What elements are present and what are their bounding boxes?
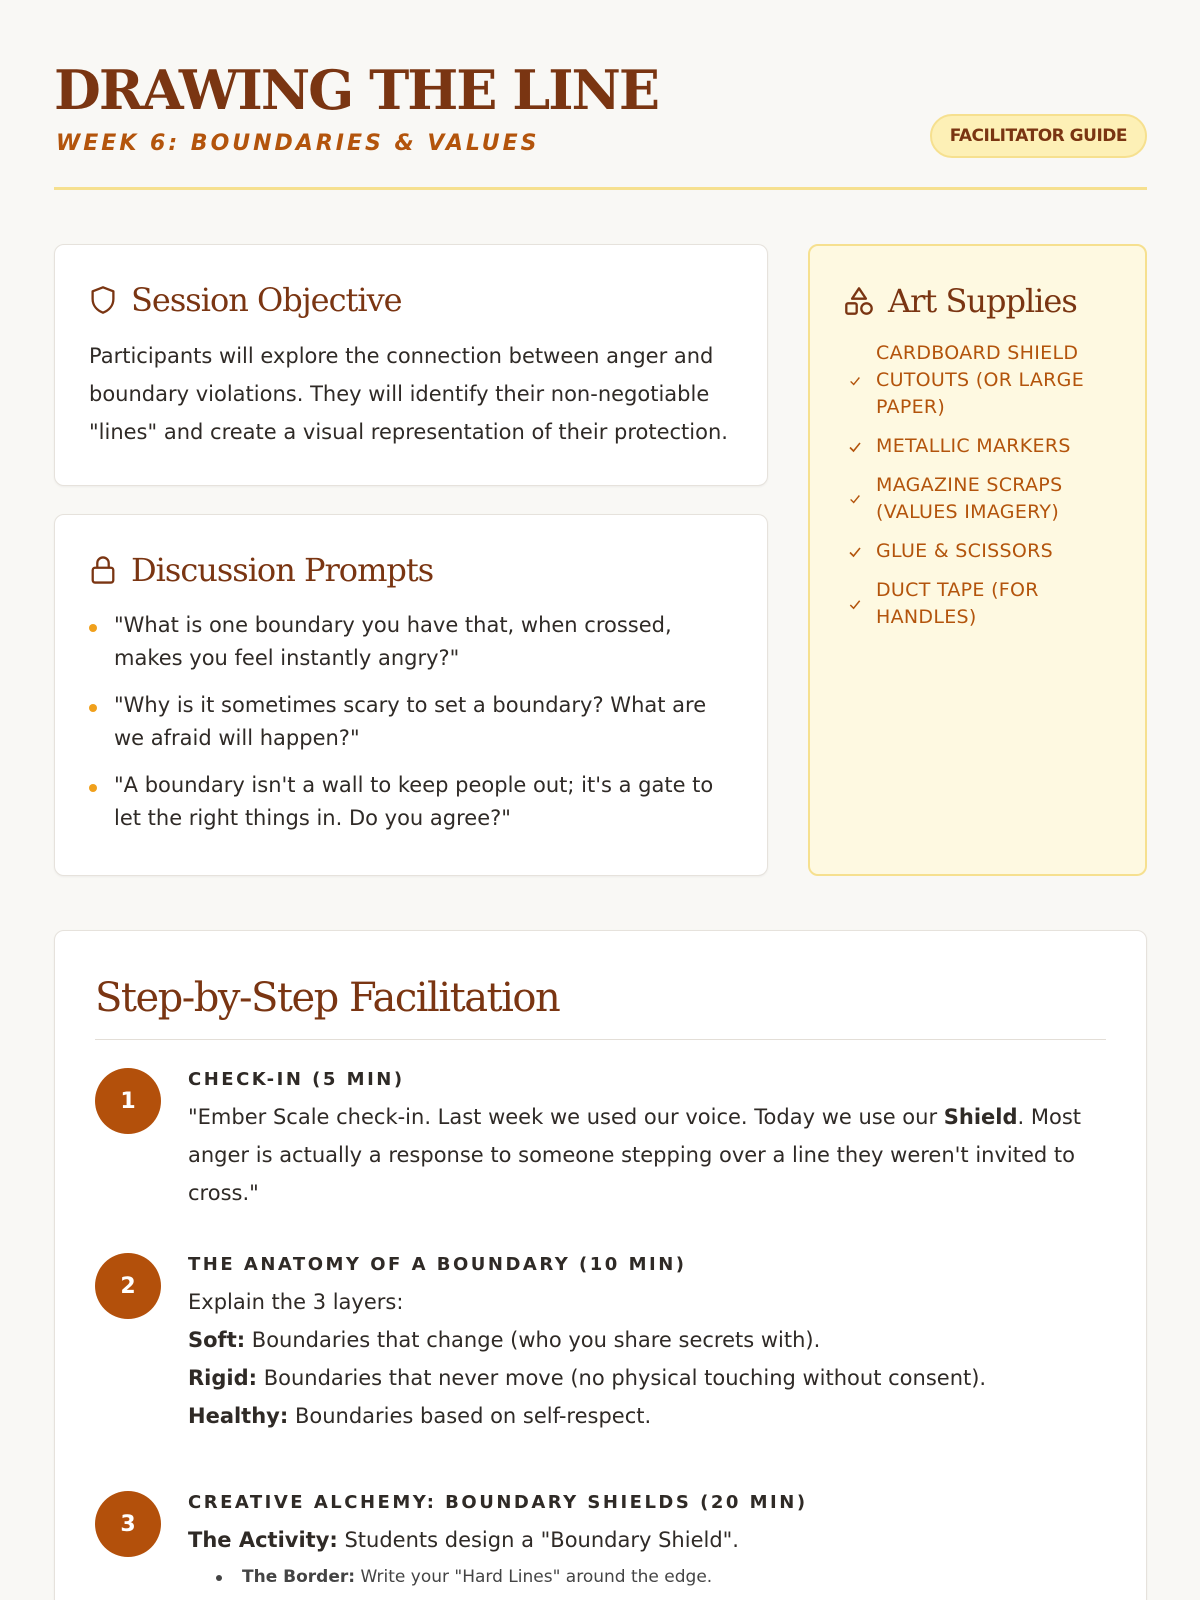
supply-label: MAGAZINE SCRAPS (VALUES IMAGERY) bbox=[876, 474, 1063, 523]
step-text: . Most anger is actually a response to someone stepping over a line they weren't invited to cross." bbox=[188, 1105, 1082, 1205]
session-objective-text: Participants will explore the connection between anger and boundary violations. They will identify their non-negotiable "lines" and create a visual representation of their protection. bbox=[89, 344, 728, 444]
facilitation-steps-card bbox=[54, 930, 1147, 1600]
step-intro: Explain the 3 layers: bbox=[188, 1290, 404, 1314]
activity-sub-list bbox=[188, 1567, 1106, 1587]
discussion-prompts-heading bbox=[89, 551, 733, 589]
page-title: DRAWING THE LINE bbox=[54, 58, 659, 122]
step-emphasis: The Activity: bbox=[188, 1528, 338, 1552]
list-item bbox=[844, 340, 1111, 421]
session-objective-heading bbox=[89, 281, 733, 319]
step-3 bbox=[95, 1491, 1106, 1587]
art-supplies-card bbox=[808, 244, 1147, 876]
list-item: "What is one boundary you have that, when crossed, makes you feel instantly angry?" bbox=[89, 609, 733, 675]
discussion-prompts-card bbox=[54, 514, 768, 876]
shapes-icon bbox=[844, 286, 874, 316]
step-text: Students design a "Boundary Shield". bbox=[337, 1528, 739, 1552]
step-body bbox=[188, 1521, 1106, 1559]
list-item bbox=[242, 1567, 1106, 1587]
check-icon bbox=[844, 492, 866, 506]
step-2 bbox=[95, 1253, 1106, 1435]
list-item bbox=[844, 577, 1111, 631]
page bbox=[54, 0, 1147, 1587]
sub-item-label: The Border: bbox=[242, 1567, 356, 1587]
check-icon bbox=[844, 544, 866, 560]
supply-label: METALLIC MARKERS bbox=[876, 435, 1071, 457]
step-heading: CREATIVE ALCHEMY: BOUNDARY SHIELDS (20 MIN) bbox=[188, 1492, 808, 1513]
step-number-badge: 3 bbox=[95, 1491, 161, 1557]
session-objective-title: Session Objective bbox=[131, 281, 402, 319]
boundary-layer bbox=[188, 1321, 1106, 1359]
lock-icon bbox=[89, 554, 117, 586]
layer-label: Soft: bbox=[188, 1328, 246, 1352]
check-icon bbox=[844, 374, 866, 388]
art-supplies-heading bbox=[844, 282, 1111, 320]
layer-text: Boundaries that never move (no physical touching without consent). bbox=[257, 1366, 987, 1390]
discussion-prompts-title: Discussion Prompts bbox=[131, 551, 434, 589]
discussion-prompts-list bbox=[89, 609, 733, 835]
supply-label: GLUE & SCISSORS bbox=[876, 540, 1053, 562]
list-item bbox=[844, 472, 1111, 526]
art-supplies-title: Art Supplies bbox=[888, 282, 1077, 320]
step-heading: CHECK-IN (5 MIN) bbox=[188, 1069, 405, 1090]
page-header bbox=[54, 0, 1147, 190]
session-objective-card bbox=[54, 244, 768, 486]
step-number-badge: 2 bbox=[95, 1253, 161, 1319]
step-body bbox=[188, 1098, 1106, 1212]
supply-label: CARDBOARD SHIELD CUTOUTS (OR LARGE PAPER) bbox=[876, 342, 1085, 418]
step-heading: THE ANATOMY OF A BOUNDARY (10 MIN) bbox=[188, 1254, 687, 1275]
step-text: "Ember Scale check-in. Last week we used our voice. Today we use our bbox=[188, 1105, 944, 1129]
list-item bbox=[844, 433, 1111, 460]
step-emphasis: Shield bbox=[943, 1105, 1018, 1129]
sub-item-text: Write your "Hard Lines" around the edge. bbox=[355, 1567, 713, 1587]
facilitation-steps-title: Step-by-Step Facilitation bbox=[95, 975, 1106, 1040]
list-item: "A boundary isn't a wall to keep people out; it's a gate to let the right things in. Do you agree?" bbox=[89, 769, 733, 835]
page-subtitle: WEEK 6: BOUNDARIES & VALUES bbox=[56, 131, 540, 156]
layer-text: Boundaries that change (who you share secrets with). bbox=[245, 1328, 821, 1352]
shield-icon bbox=[89, 285, 117, 315]
layer-label: Healthy: bbox=[188, 1404, 289, 1428]
list-item bbox=[844, 538, 1111, 565]
layer-text: Boundaries based on self-respect. bbox=[288, 1404, 652, 1428]
check-icon bbox=[844, 597, 866, 612]
boundary-layer bbox=[188, 1397, 1106, 1435]
facilitator-guide-badge: FACILITATOR GUIDE bbox=[930, 114, 1147, 158]
step-number-badge: 1 bbox=[95, 1068, 161, 1134]
art-supplies-list bbox=[844, 340, 1111, 631]
step-body bbox=[188, 1283, 1106, 1435]
list-item: "Why is it sometimes scary to set a boundary? What are we afraid will happen?" bbox=[89, 689, 733, 755]
supply-label: DUCT TAPE (FOR HANDLES) bbox=[876, 579, 1039, 628]
step-1 bbox=[95, 1068, 1106, 1212]
boundary-layer bbox=[188, 1359, 1106, 1397]
layer-label: Rigid: bbox=[188, 1366, 258, 1390]
check-icon bbox=[844, 439, 866, 455]
